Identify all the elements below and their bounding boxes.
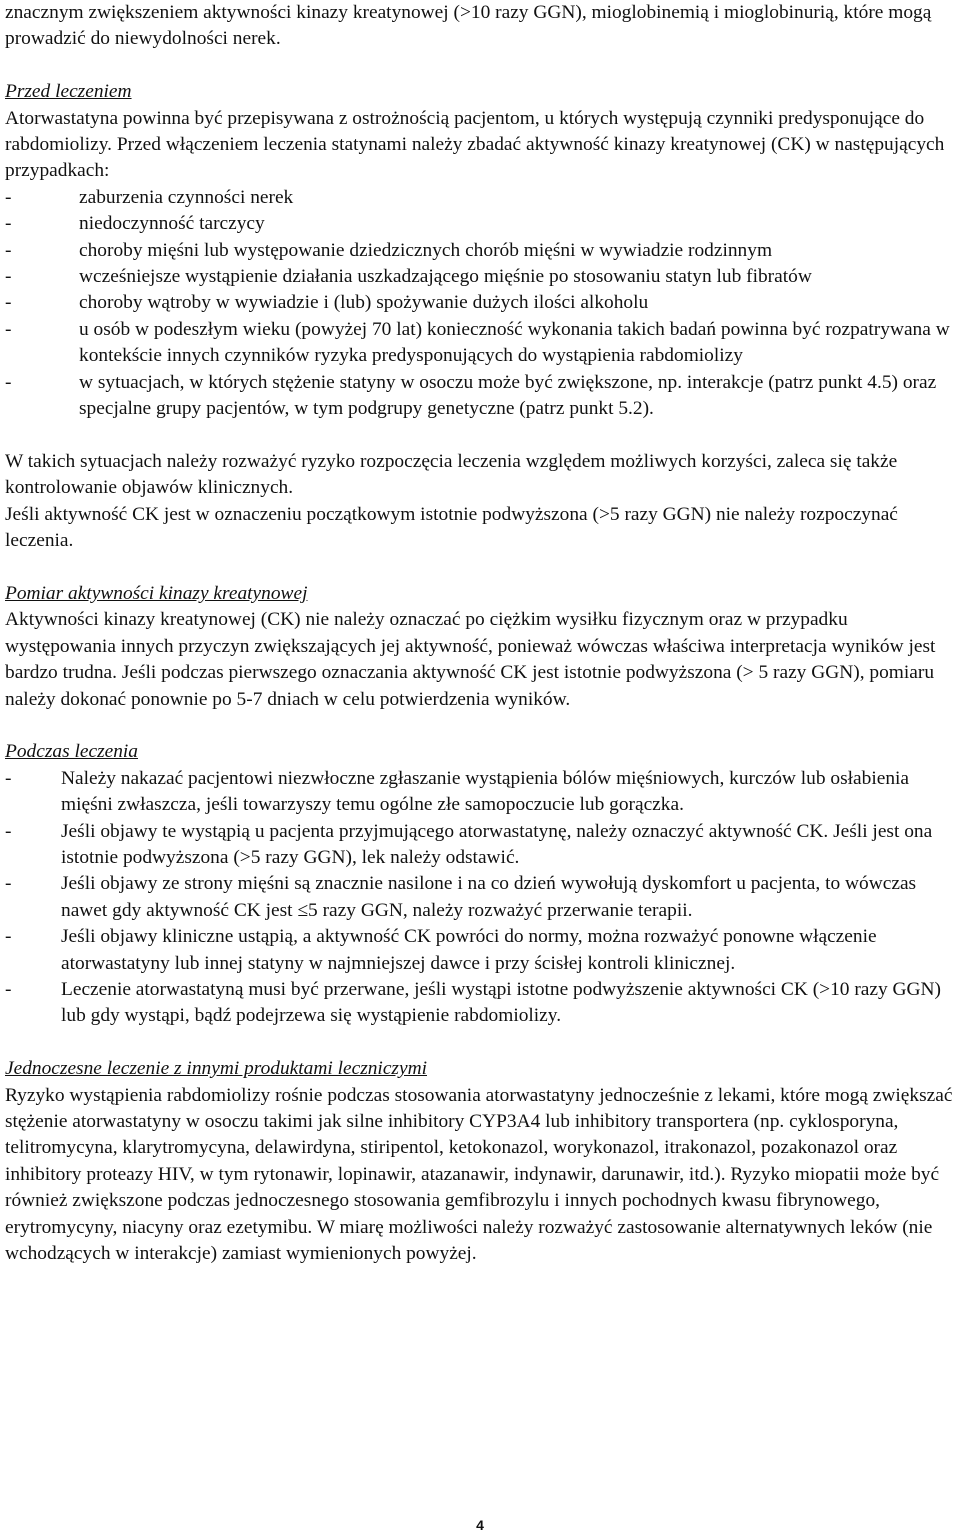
- list-dash: -: [5, 213, 12, 235]
- section-heading-podczas-leczenia: Podczas leczenia: [5, 741, 139, 763]
- list-item: [5, 766, 953, 819]
- list-dash: -: [5, 371, 12, 393]
- list-dash: -: [5, 820, 12, 842]
- list-item-text: zaburzenia czynności nerek: [79, 186, 294, 208]
- list-item: [5, 924, 953, 977]
- list-item: [5, 317, 953, 370]
- ck-threshold-paragraph: Jeśli aktywność CK jest w oznaczeniu początkowym istotnie podwyższona (>5 razy GGN) nie należy rozpoczynać leczenia.: [5, 503, 898, 552]
- list-dash: -: [5, 978, 12, 1000]
- list-dash: -: [5, 767, 12, 789]
- list-item-text: choroby wątroby w wywiadzie i (lub) spożywanie dużych ilości alkoholu: [79, 292, 649, 314]
- intro-paragraph: znacznym zwiększeniem aktywności kinazy kreatynowej (>10 razy GGN), mioglobinemią i mioglobinurią, które mogą prowadzić do niewydolności nerek.: [5, 2, 932, 50]
- list-item-text: Jeśli objawy te wystąpią u pacjenta przyjmującego atorwastatynę, należy oznaczyć aktywność CK. Jeśli jest ona istotnie podwyższona (>5 razy GGN), lek należy odstawić.: [61, 820, 933, 868]
- list-item-text: Leczenie atorwastatyną musi być przerwane, jeśli wystąpi istotne podwyższenie aktywności CK (>10 razy GGN) lub gdy wystąpi, bądź podejrzewa się wystąpienie rabdomiolizy.: [61, 978, 942, 1027]
- list-item: [5, 290, 953, 316]
- spacer: [5, 53, 953, 79]
- section-heading-przed-leczeniem: Przed leczeniem: [5, 81, 132, 103]
- list-dash: -: [5, 318, 12, 340]
- spacer: [5, 713, 953, 739]
- list-dash: -: [5, 266, 12, 288]
- list-item-text: wcześniejsze wystąpienie działania uszkadzającego mięśnie po stosowaniu statyn lub fibratów: [79, 266, 812, 288]
- list-item-text: Jeśli objawy ze strony mięśni są znacznie nasilone i na co dzień wywołują dyskomfort u pacjenta, to wówczas nawet gdy aktywność CK jest ≤5 razy GGN, należy rozważyć przerwanie terapii.: [61, 873, 917, 921]
- list-dash: -: [5, 873, 12, 895]
- list-item: [5, 819, 953, 872]
- treatment-list: [5, 766, 953, 1030]
- section-heading-pomiar: Pomiar aktywności kinazy kreatynowej: [5, 582, 308, 604]
- pomiar-paragraph: Aktywności kinazy kreatynowej (CK) nie należy oznaczać po ciężkim wysiłku fizycznym oraz w przypadku występowania innych przyczyn zwiększających jej aktywność, ponieważ wówczas właściwa interpretacja wyników jest bardzo trudna. Jeśli podczas pierwszego oznaczania aktywność CK jest istotnie podwyższona (> 5 razy GGN), pomiaru należy dokonać ponownie po 5-7 dniach w celu potwierdzenia wyników.: [5, 609, 936, 710]
- page-number: 4: [476, 1517, 484, 1533]
- list-dash: -: [5, 926, 12, 948]
- spacer: [5, 422, 953, 448]
- list-item: [5, 264, 953, 290]
- list-dash: -: [5, 186, 12, 208]
- list-item: [5, 871, 953, 924]
- list-item-text: choroby mięśni lub występowanie dziedzicznych chorób mięśni w wywiadzie rodzinnym: [79, 239, 773, 261]
- list-dash: -: [5, 292, 12, 314]
- risk-factor-list: [5, 185, 953, 423]
- list-item: [5, 370, 953, 423]
- list-item: [5, 977, 953, 1030]
- list-item-text: Należy nakazać pacjentowi niezwłoczne zgłaszanie wystąpienia bólów mięśniowych, kurczów lub osłabienia mięśni zwłaszcza, jeśli towarzyszy temu ogólne złe samopoczucie lub gorączka.: [61, 767, 910, 816]
- list-item-text: u osób w podeszłym wieku (powyżej 70 lat) konieczność wykonania takich badań powinna być rozpatrywana w kontekście innych czynników ryzyka predysponujących do wystąpienia rabdomiolizy: [79, 318, 950, 367]
- list-item-text: w sytuacjach, w których stężenie statyny w osoczu może być zwiększone, np. interakcje (patrz punkt 4.5) oraz specjalne grupy pacjentów, w tym podgrupy genetyczne (patrz punkt 5.2).: [79, 371, 937, 420]
- list-item-text: niedoczynność tarczycy: [79, 213, 265, 235]
- document-page: [5, 0, 953, 1267]
- ryzyko-paragraph: W takich sytuacjach należy rozważyć ryzyko rozpoczęcia leczenia względem możliwych korzyści, zaleca się także kontrolowanie objawów klinicznych.: [5, 450, 898, 499]
- jednoczesne-paragraph: Ryzyko wystąpienia rabdomiolizy rośnie podczas stosowania atorwastatyny jednocześnie z lekami, które mogą zwiększać stężenie atorwastatyny w osoczu takimi jak silne inhibitory CYP3A4 lub inhibitory transportera (np. cyklosporyna, telitromycyna, klarytromycyna, delawirdyna, stiripentol, ketokonazol, worykonazol, itrakonazol, pozakonazol oraz inhibitory proteazy HIV, w tym rytonawir, lopinawir, atazanawir, indynawir, darunawir, itd.). Ryzyko miopatii może być również zwiększone podczas jednoczesnego stosowania gemfibrozylu i innych pochodnych kwasu fibrynowego, erytromycyny, niacyny oraz ezetymibu. W miarę możliwości należy rozważyć zastosowanie alternatywnych leków (nie wchodzących w interakcje) zamiast wymienionych powyżej.: [5, 1084, 953, 1265]
- list-item: [5, 211, 953, 237]
- list-item-text: Jeśli objawy kliniczne ustąpią, a aktywność CK powróci do normy, można rozważyć ponowne włączenie atorwastatyny lub innej statyny w najmniejszej dawce i przy ścisłej kontroli klinicznej.: [61, 926, 877, 974]
- section-heading-jednoczesne-leczenie: Jednoczesne leczenie z innymi produktami leczniczymi: [5, 1058, 427, 1080]
- spacer: [5, 555, 953, 581]
- przed-leczeniem-paragraph: Atorwastatyna powinna być przepisywana z ostrożnością pacjentom, u których występują czynniki predysponujące do rabdomiolizy. Przed włączeniem leczenia statynami należy zbadać aktywność kinazy kreatynowej (CK) w następujących przypadkach:: [5, 107, 945, 182]
- list-item: [5, 238, 953, 264]
- list-dash: -: [5, 239, 12, 261]
- list-item: [5, 185, 953, 211]
- spacer: [5, 1030, 953, 1056]
